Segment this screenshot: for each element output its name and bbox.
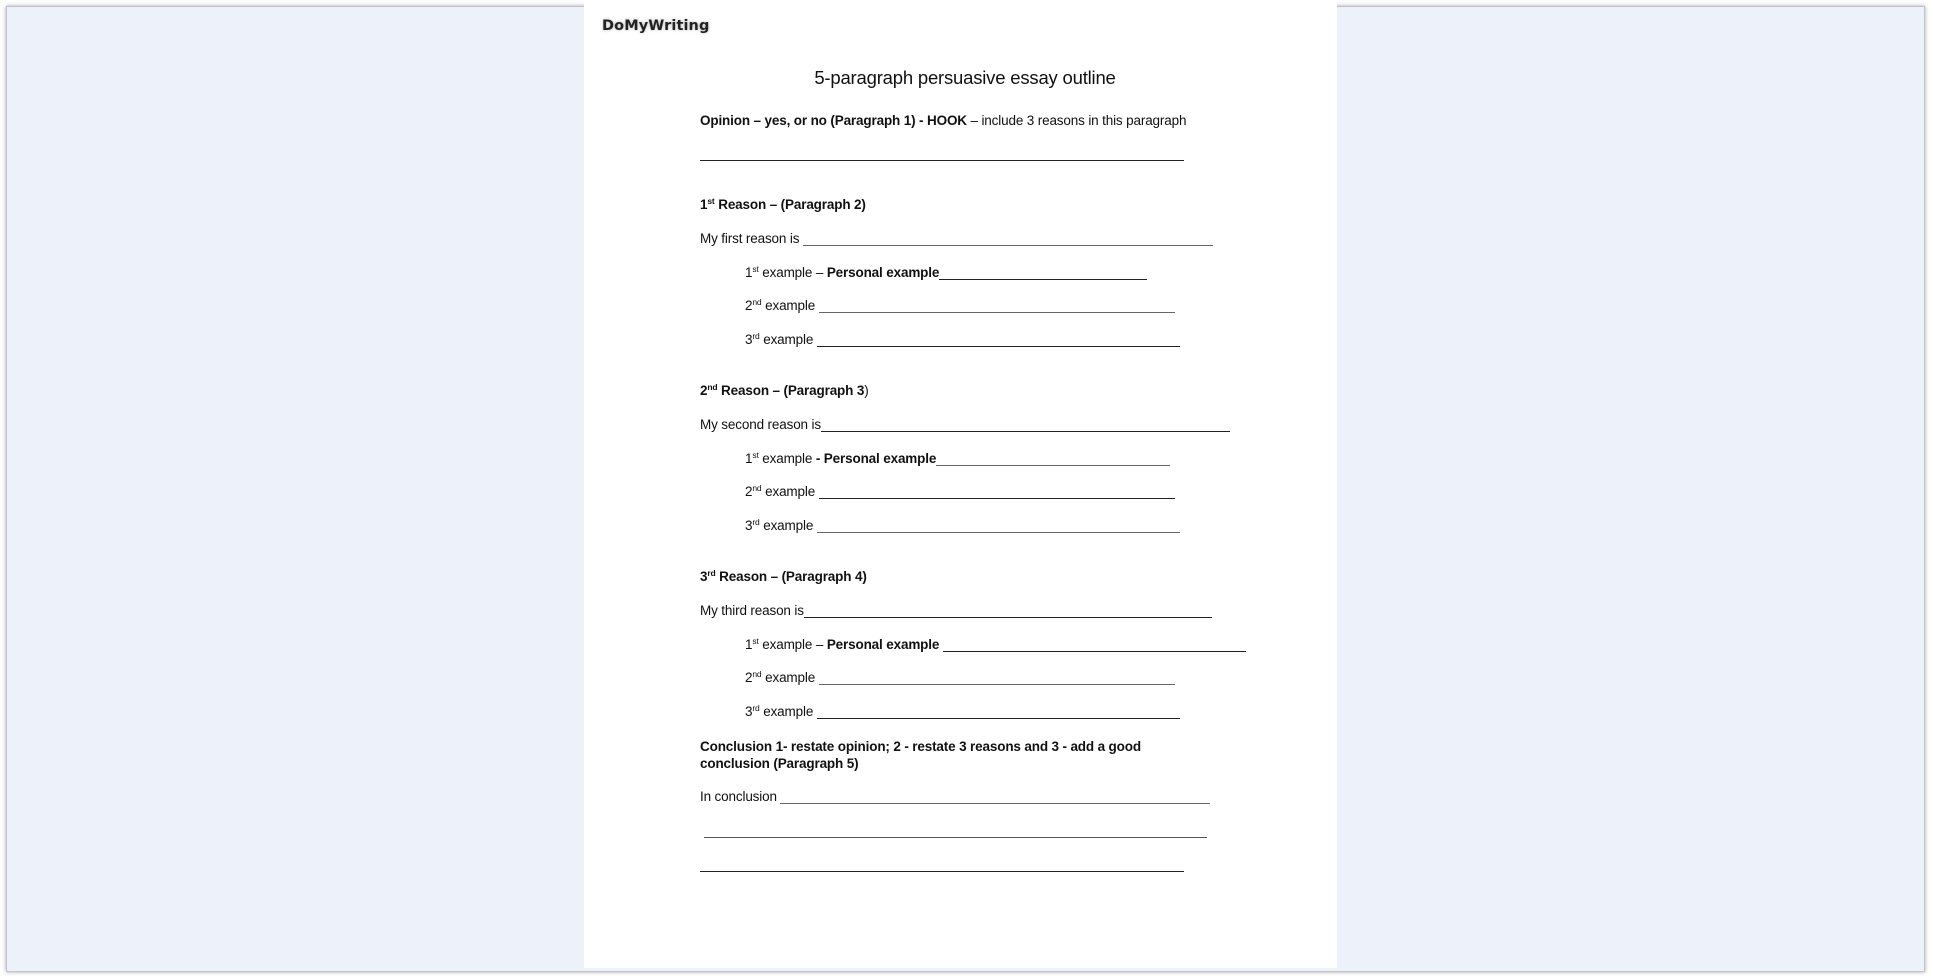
reason-3-example-1: 1st example – Personal example xyxy=(745,637,1246,653)
reason-3-example-2: 2nd example xyxy=(745,670,1175,686)
opinion-answer-line xyxy=(700,160,1184,161)
conclusion-line-3 xyxy=(700,871,1184,872)
reason-3-example-3: 3rd example xyxy=(745,704,1180,720)
reason-2-example-1: 1st example - Personal example xyxy=(745,451,1170,467)
reason-2-example-2: 2nd example xyxy=(745,484,1175,500)
conclusion-line-2 xyxy=(704,837,1207,838)
reason-1-example-2: 2nd example xyxy=(745,298,1175,314)
reason-1-lead: My first reason is xyxy=(700,231,1213,247)
reason-3-lead: My third reason is xyxy=(700,603,1212,619)
reason-2-heading: 2nd Reason – (Paragraph 3) xyxy=(700,382,869,398)
brand-logo: DoMyWriting xyxy=(602,18,710,34)
reason-1-heading: 1st Reason – (Paragraph 2) xyxy=(700,196,866,212)
reason-1-example-1: 1st example – Personal example xyxy=(745,265,1147,281)
reason-2-lead: My second reason is xyxy=(700,417,1230,433)
conclusion-heading: Conclusion 1- restate opinion; 2 - restate 3 reasons and 3 - add a good conclusion (Paragraph 5) xyxy=(700,739,1141,771)
conclusion-lead: In conclusion xyxy=(700,789,1210,805)
opinion-heading: Opinion – yes, or no (Paragraph 1) - HOOK – include 3 reasons in this paragraph xyxy=(700,113,1187,128)
reason-2-example-3: 3rd example xyxy=(745,518,1180,534)
page-title: 5-paragraph persuasive essay outline xyxy=(814,67,1116,88)
reason-3-heading: 3rd Reason – (Paragraph 4) xyxy=(700,568,867,584)
reason-1-example-3: 3rd example xyxy=(745,332,1180,348)
